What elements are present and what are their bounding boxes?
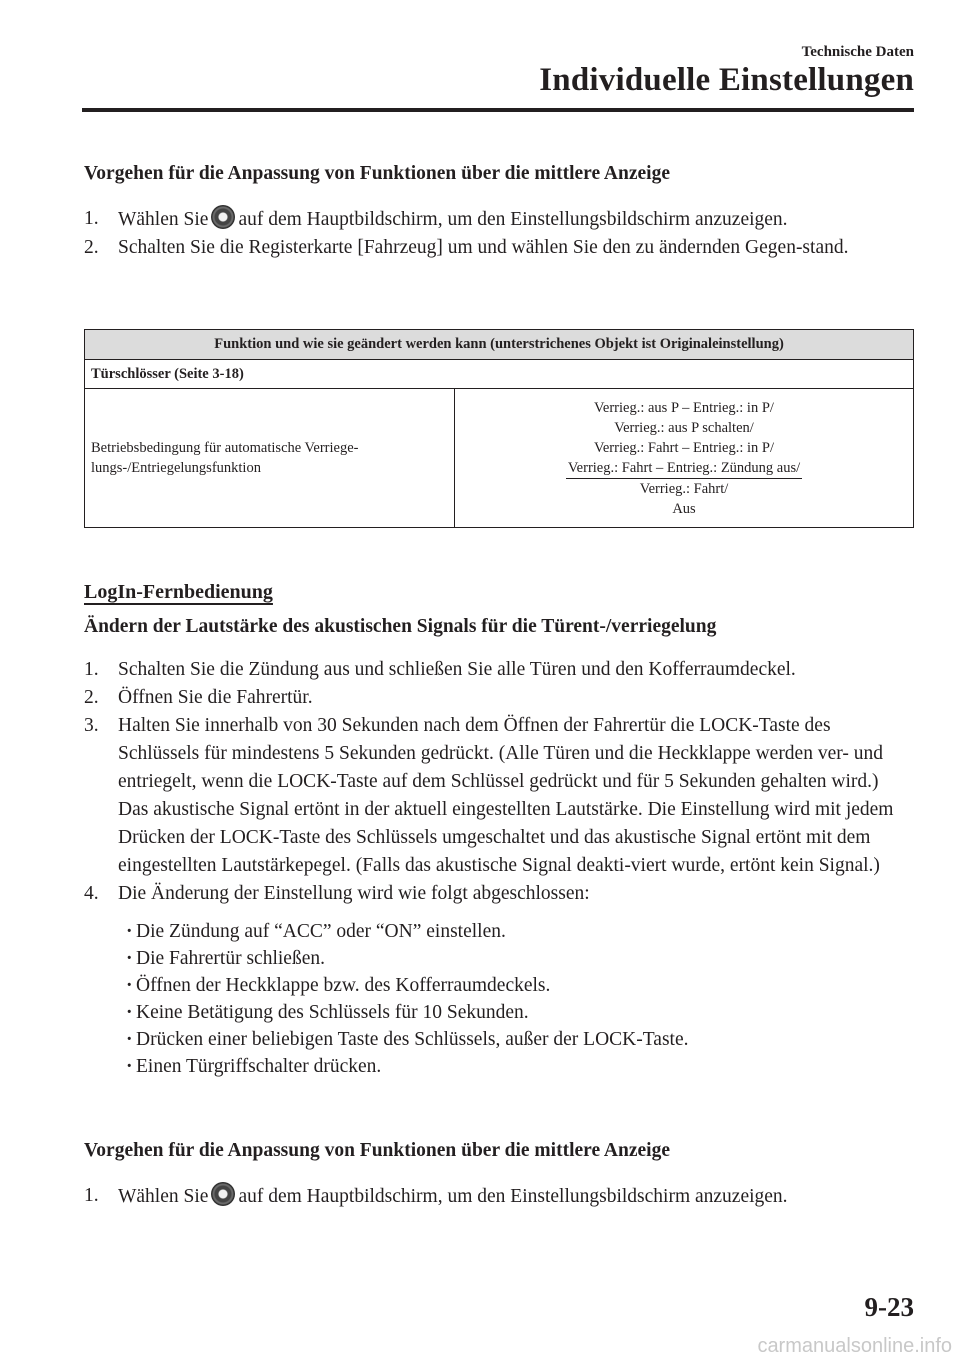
header-rule [82, 108, 914, 112]
login-step-2: 2. Öffnen Sie die Fahrertür. [84, 687, 313, 708]
section1-step-2: 2. Schalten Sie die Registerkarte [Fahrzeug] um und wählen Sie den zu ändernden Gegen-stand. [84, 237, 849, 258]
login-step-1: 1. Schalten Sie die Zündung aus und schließen Sie alle Türen und den Kofferraumdeckel. [84, 659, 796, 680]
section1 [84, 163, 914, 262]
section2 [84, 1140, 914, 1211]
list-item: · Die Fahrertür schließen. [126, 948, 325, 969]
option-item: Verrieg.: Fahrt – Entrieg.: in P/ [593, 439, 774, 456]
login-step-3-note: Das akustische Signal ertönt in der aktuell eingestellten Lautstärke. Die Einstellung wird mit jedem Drücken der LOCK-Taste des Schlüssels umgeschaltet und das akustische Signal ertönt mit dem eingestellten Lautstärkepegel. (Falls das akustische Signal deakti-viert wurde, ertönt kein Signal.) [118, 799, 894, 876]
option-item: Verrieg.: Fahrt/ [639, 480, 729, 497]
page-number: 9-23 [864, 1292, 914, 1322]
settings-gear-icon [211, 1182, 235, 1206]
table-header: Funktion und wie sie geändert werden kann (unterstrichenes Objekt ist Originaleinstellung) [85, 330, 914, 360]
list-item: · Die Zündung auf “ACC” oder “ON” einstellen. [126, 921, 506, 942]
settings-table [84, 329, 914, 528]
login-step-3: 3. Halten Sie innerhalb von 30 Sekunden nach dem Öffnen der Fahrertür die LOCK-Taste des Schlüssels für mindestens 5 Sekunden gedrückt. (Alle Türen und die Heckklappe werden ver- und entriegelt, wenn die LOCK-Taste auf dem Schlüssel gedrückt und für 5 Sekunden gehalten wird.) Das akustische Signal ertönt in der aktuell eingestellten Lautstärke. Die Einstellung wird mit jedem Drücken der LOCK-Taste des Schlüssels umgeschaltet und das akustische Signal ertönt mit dem eingestellten Lautstärkepegel. (Falls das akustische Signal deakti-viert wurde, ertönt kein Signal.) [84, 712, 914, 880]
list-item: · Keine Betätigung des Schlüssels für 10 Sekunden. [126, 1002, 529, 1023]
option-item: Aus [672, 500, 696, 517]
table-row [85, 389, 914, 528]
function-label: Betriebsbedingung für automatische Verriege-lungs-/Entriegelungsfunktion [85, 389, 455, 528]
option-item-default: Verrieg.: Fahrt – Entrieg.: Zündung aus/ [461, 458, 907, 479]
list-item: · Einen Türgriffschalter drücken. [126, 1056, 382, 1077]
section2-step-1: 1. Wählen Sie auf dem Hauptbildschirm, um den Einstellungsbildschirm anzuzeigen. [84, 1182, 914, 1211]
login-heading: LogIn-Fernbedienung [84, 581, 273, 603]
settings-gear-icon [211, 205, 235, 229]
option-item: Verrieg.: aus P schalten/ [614, 419, 754, 436]
table-section-row [85, 360, 914, 389]
list-item: · Öffnen der Heckklappe bzw. des Kofferraumdeckels. [126, 975, 551, 996]
section2-subheading: Vorgehen für die Anpassung von Funktionen über die mittlere Anzeige [84, 1140, 670, 1161]
login-subheading: Ändern der Lautstärke des akustischen Signals für die Türent-/verriegelung [84, 616, 717, 637]
login-step-4: 4. Die Änderung der Einstellung wird wie folgt abgeschlossen: [84, 883, 590, 904]
section1-subheading: Vorgehen für die Anpassung von Funktionen über die mittlere Anzeige [84, 163, 670, 184]
page-title: Individuelle Einstellungen [539, 62, 914, 98]
watermark: carmanualsonline.info [757, 1335, 952, 1357]
section1-step-1: 1. Wählen Sie auf dem Hauptbildschirm, um den Einstellungsbildschirm anzuzeigen. [84, 205, 914, 234]
login-section [84, 581, 914, 1080]
option-item: Verrieg.: aus P – Entrieg.: in P/ [594, 399, 774, 416]
section-title: Technische Daten [801, 44, 914, 60]
table-header-row [85, 330, 914, 360]
table-section-title: Türschlösser (Seite 3-18) [85, 360, 914, 389]
options-cell [455, 389, 914, 528]
list-item: · Drücken einer beliebigen Taste des Schlüssels, außer der LOCK-Taste. [126, 1029, 689, 1050]
